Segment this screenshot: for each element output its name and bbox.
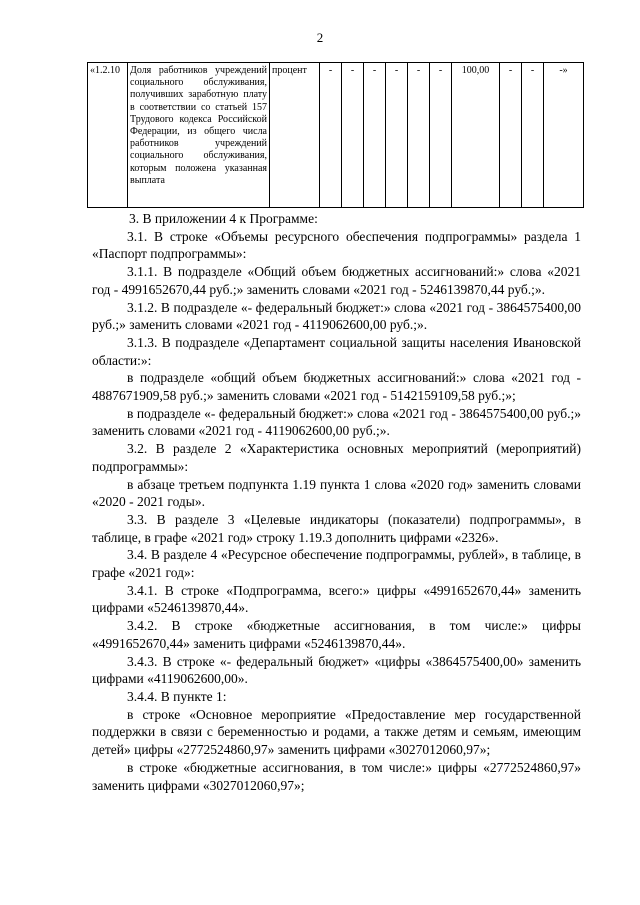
row-value: - (342, 63, 364, 208)
paragraph: 3.4.2. В строке «бюджетные ассигнования, в том числе:» цифры «4991652670,44» заменить цифрами «5246139870,44». (92, 618, 581, 651)
row-value: - (408, 63, 430, 208)
paragraph: 3.3. В разделе 3 «Целевые индикаторы (показатели) подпрограммы», в таблице, в графе «2021 год» строку 1.19.3 дополнить цифрами «2326». (92, 511, 581, 545)
paragraph: 3.1.3. В подразделе «Департамент социальной защиты населения Ивановской области:»: (92, 334, 581, 368)
paragraph: 3.4. В разделе 4 «Ресурсное обеспечение подпрограммы, рублей», в таблице, в графе «2021 год»: (92, 547, 581, 581)
paragraph: в строке «бюджетные ассигнования, в том числе:» цифры «2772524860,97» заменить цифрами «3027012060,97»; (92, 759, 581, 793)
table-row (88, 63, 584, 208)
paragraph: в строке «Основное мероприятие «Предоставление мер государственной поддержки в связи с беременностью и родами, а также детям и семьям, имеющим детей» цифры «2772524860,97» заменить цифрами «3027012060,97»; (92, 706, 581, 758)
paragraph: 3.2. В разделе 2 «Характеристика основных мероприятий (мероприятий) подпрограммы»: (92, 441, 581, 474)
row-indicator-name: Доля работников учреждений социального обслуживания, получивших заработную плату в соответствии со статьей 157 Трудового кодекса Российской Федерации, из общего числа работников учреждений социального обслуживания, которым положена указанная выплата (128, 63, 270, 208)
paragraph: 3.1.1. В подразделе «Общий объем бюджетных ассигнований:» слова «2021 год - 4991652670,44 руб.;» заменить словами «2021 год - 5246139870,44 руб.;». (92, 264, 581, 297)
document-body (92, 210, 581, 794)
paragraph: 3.4.1. В строке «Подпрограмма, всего:» цифры «4991652670,44» заменить цифрами «5246139870,44». (92, 582, 581, 616)
row-value: - (500, 63, 522, 208)
paragraph: в абзаце третьем подпункта 1.19 пункта 1 слова «2020 год» заменить словами «2020 - 2021 годы». (92, 476, 581, 510)
row-code: «1.2.10 (88, 63, 128, 208)
page-number: 2 (316, 30, 324, 45)
paragraph: 3.4.3. В строке «- федеральный бюджет» «цифры «3864575400,00» заменить цифрами «4119062600,00». (92, 653, 581, 687)
paragraph: 3.1. В строке «Объемы ресурсного обеспечения подпрограммы» раздела 1 «Паспорт подпрограммы»: (92, 228, 581, 262)
paragraph: 3. В приложении 4 к Программе: (129, 211, 318, 226)
row-unit: процент (270, 63, 320, 208)
row-value: - (522, 63, 544, 208)
indicator-table (87, 62, 584, 208)
paragraph: 3.1.2. В подразделе «- федеральный бюджет:» слова «2021 год - 3864575400,00 руб.;» заменить словами «2021 год - 4119062600,00 руб.;». (92, 299, 581, 333)
row-value: - (320, 63, 342, 208)
row-value: -» (544, 63, 584, 208)
paragraph: 3.4.4. В пункте 1: (127, 688, 227, 704)
paragraph: в подразделе «общий объем бюджетных ассигнований:» слова «2021 год - 4887671909,58 руб.;» заменить словами «2021 год - 5142159109,58 руб.;»; (92, 370, 581, 404)
row-value: - (386, 63, 408, 208)
row-value: - (364, 63, 386, 208)
paragraph: в подразделе «- федеральный бюджет:» слова «2021 год - 3864575400,00 руб.;» заменить словами «2021 год - 4119062600,00 руб.;». (92, 405, 581, 439)
row-value: - (430, 63, 452, 208)
row-value: 100,00 (452, 63, 500, 208)
